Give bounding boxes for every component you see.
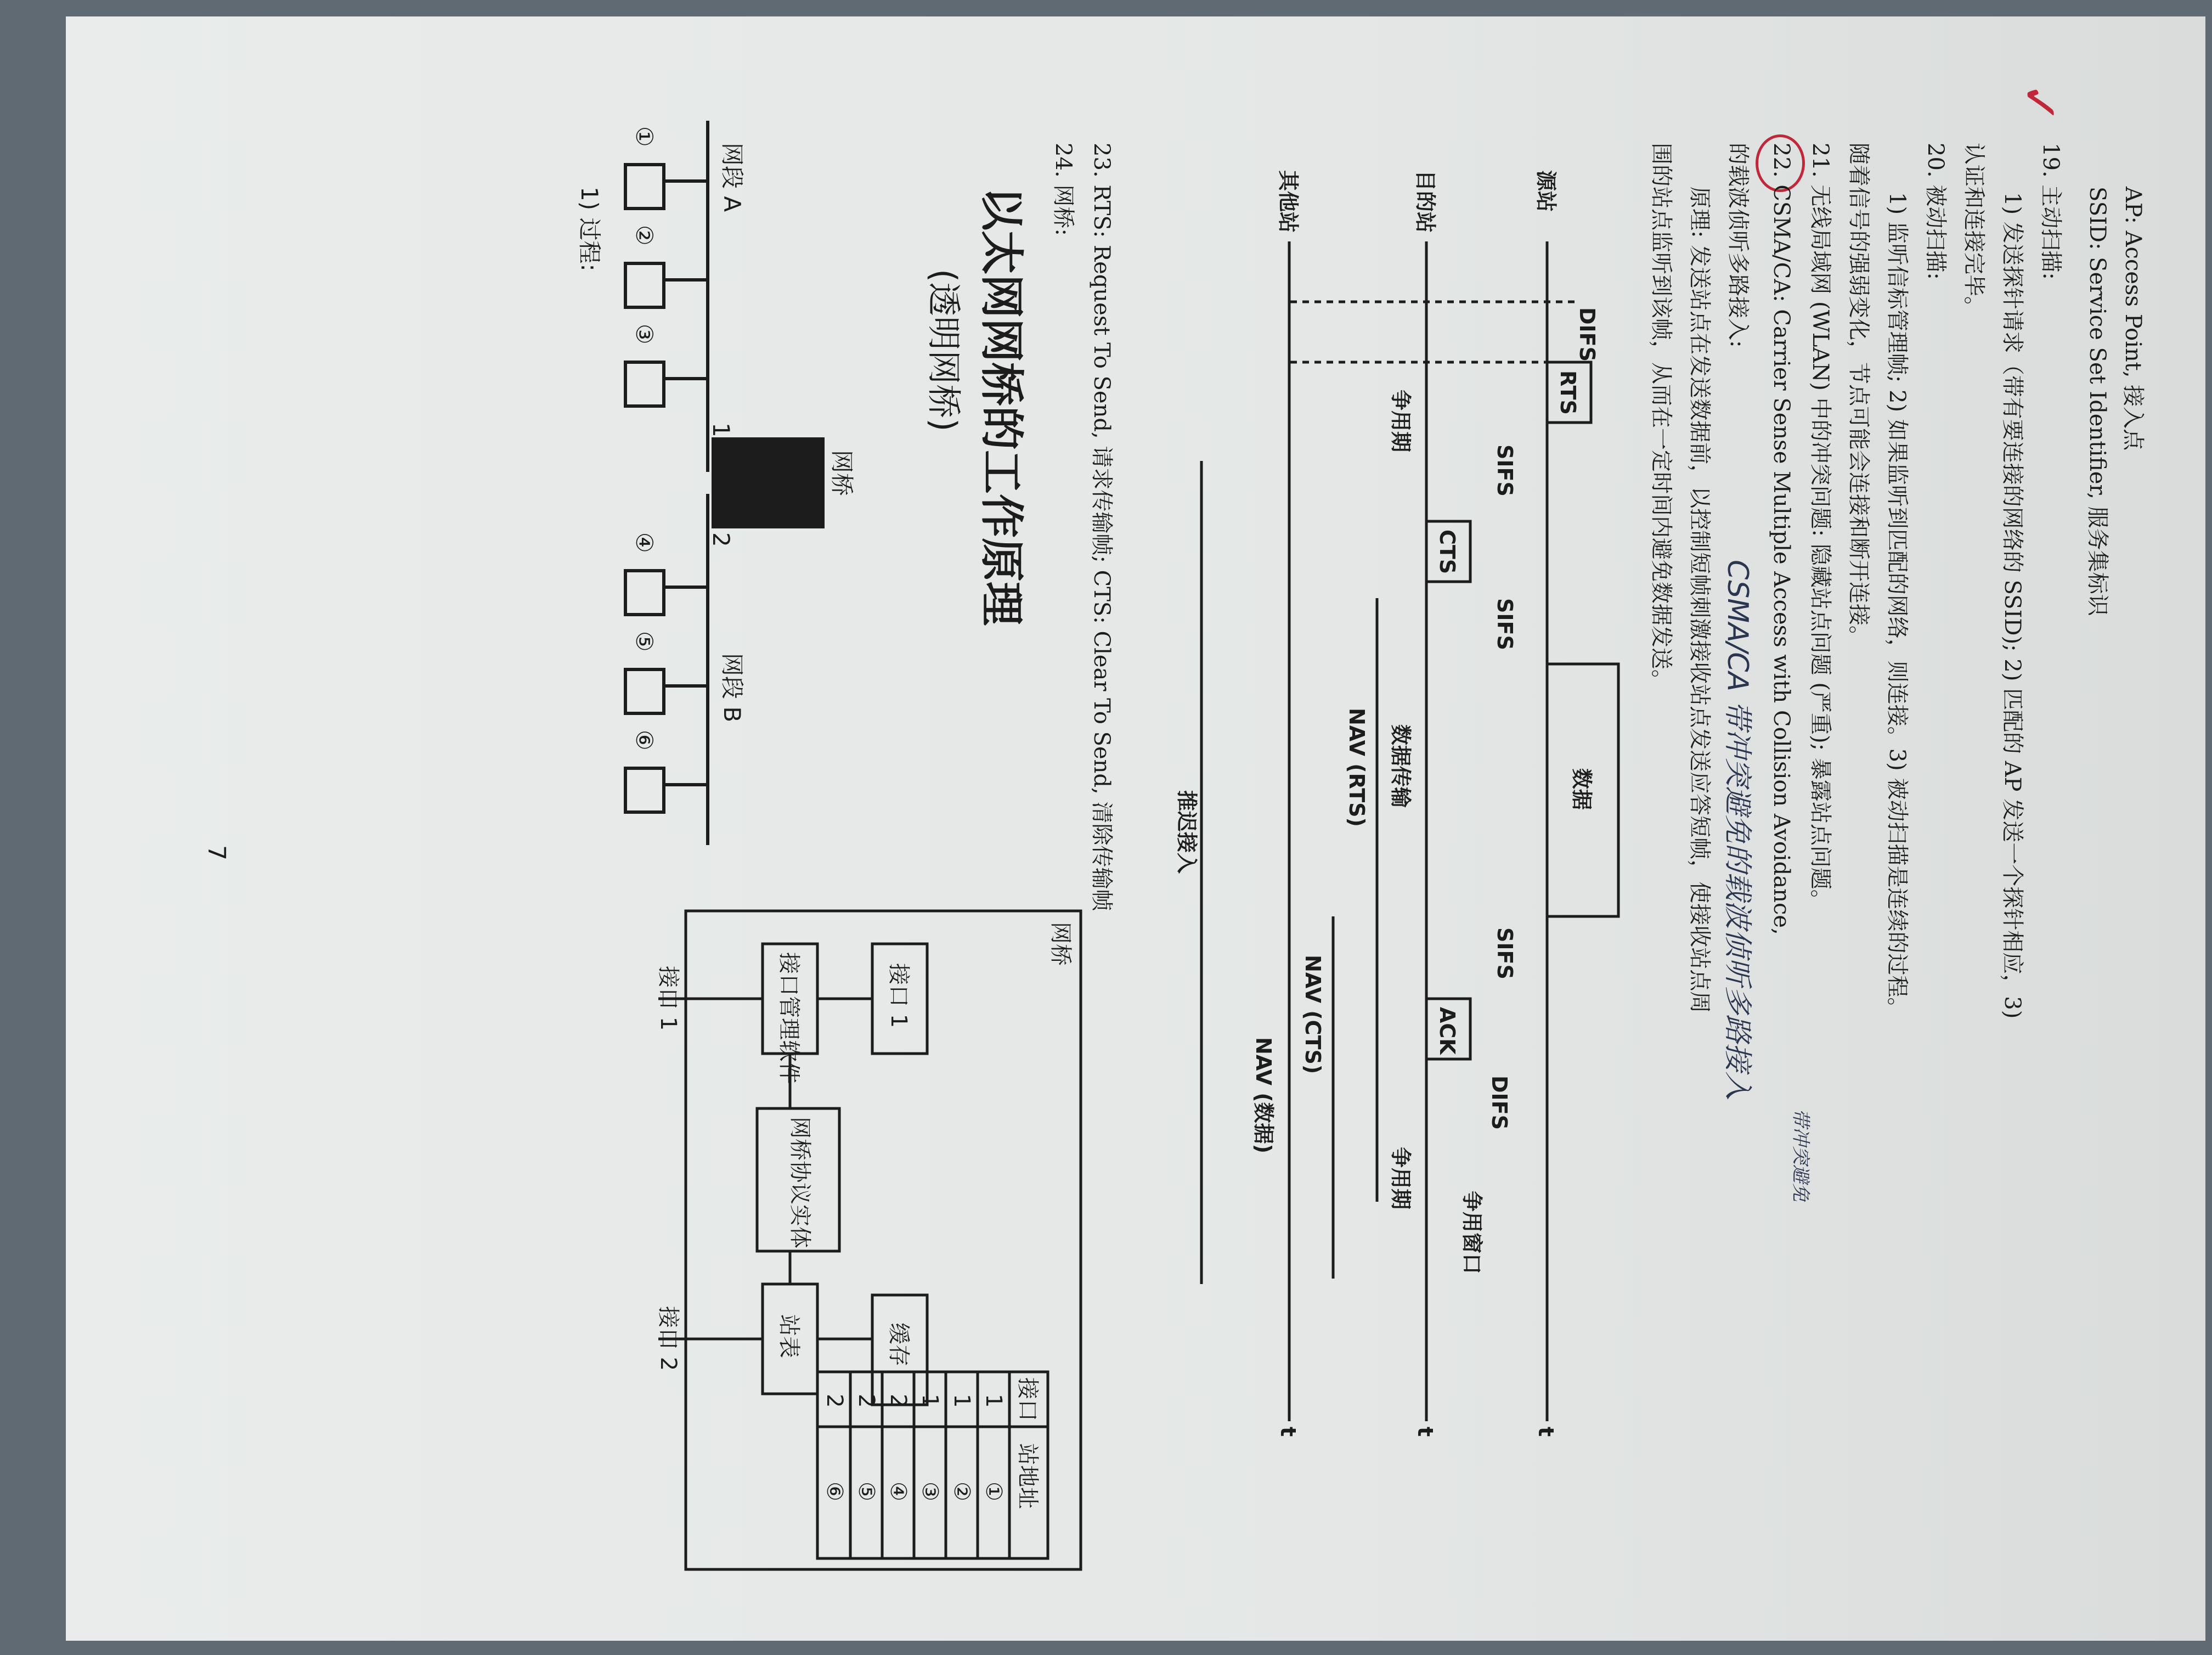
table-addr-6: ⑥ [822,1482,847,1501]
row-source: 源站 [1534,170,1558,212]
port1-output-label: 接口 1 [656,966,681,1031]
label-ack: ACK [1435,1007,1459,1055]
box-title: 网桥 [1048,922,1073,966]
station-table-box: 站表 [776,1314,802,1358]
label-sifs3: SIFS [1493,927,1517,980]
segment-a-label: 网段 A [719,143,746,212]
segment-b-label: 网段 B [719,653,746,723]
line-q22: 22. CSMA/CA: Carrier Sense Multiple Access with Collision Avoidance, [1769,143,1794,935]
station-5: ⑤ [631,631,658,652]
label-t3: t [1276,1427,1300,1437]
line-q22-c: 原理: 发送站点在发送数据前，以控制短帧刺激接收站点发送应答短帧，使接收站点周 [1687,187,1712,1014]
label-cts: CTS [1435,530,1459,575]
line-q22-d: 围的站点监听到该帧，从而在一定时间内避免数据发送。 [1649,143,1674,691]
label-contention2: 争用期 [1389,1147,1413,1210]
table-port-5: 2 [854,1394,879,1408]
line-ssid: SSID: Service Set Identifier, 服务集标识 [2085,187,2110,616]
label-difs1: DIFS [1575,307,1599,362]
station-1: ① [631,126,658,147]
table-addr-2: ② [949,1482,974,1501]
label-contention-period: 争用期 [1389,390,1413,453]
label-sifs1: SIFS [1493,444,1517,497]
handwritten-note: CSMA/CA 带冲突避免的载波侦听多路接入 [1721,560,1754,1100]
bridge-subtitle: (透明网桥) [924,269,964,432]
line-q22-b: 的载波侦听多路接入: [1725,143,1751,348]
station-3: ③ [631,324,658,345]
table-addr-1: ① [981,1482,1006,1501]
label-data-transfer: 数据传输 [1389,724,1413,808]
line-q20-2: 随着信号的强弱变化，节点可能会连接和断开连接。 [1846,143,1871,648]
process-label: 1) 过程: [576,187,603,272]
row-destination: 目的站 [1413,170,1437,233]
table-port-6: 2 [822,1394,847,1408]
handwritten-note-top: 带冲突避免 [1790,1108,1812,1202]
label-contention-window: 争用窗口 [1460,1191,1484,1275]
line-q19: 19. 主动扫描: [2038,143,2063,280]
line-q19-1: 1) 发送探针请求（带有要连接的网络的 SSID); 2) 匹配的 AP 发送一个探针相应，3) [2000,192,2025,1019]
station-2: ② [631,225,658,246]
station-4: ④ [631,532,658,553]
label-nav-data: NAV (数据) [1251,1037,1276,1154]
table-addr-5: ⑤ [854,1482,879,1501]
line-q20: 20. 被动扫描: [1923,143,1948,280]
port2-output-label: 接口 2 [656,1306,681,1371]
label-defer: 推迟接入 [1175,790,1199,874]
line-ap: AP: Access Point, 接入点 [2120,187,2146,451]
port-mgmt-box: 接口管理软件 [776,952,802,1084]
protocol-entity-box: 网桥协议实体 [787,1117,812,1248]
line-q20-1: 1) 监听信标管理帧; 2) 如果监听到匹配的网络，则连接。3) 被动扫描是连续的过程。 [1884,192,1910,1020]
buffer-box: 缓存 [886,1322,911,1366]
table-port-4: 2 [885,1394,911,1408]
bridge-port2-label: 2 [708,532,735,547]
line-q21: 21. 无线局域网 (WLAN) 中的冲突问题: 隐藏站点问题 (严重); 暴露站点问题。 [1808,143,1833,911]
port1-box: 接口 1 [886,963,911,1028]
table-addr-3: ③ [917,1482,943,1501]
label-nav-cts: NAV (CTS) [1301,955,1325,1074]
csma-ca-timing-diagram [1172,159,1640,1476]
document-sheet [66,16,2205,1641]
bridge-device-label: 网桥 [828,450,855,497]
page-number: 7 [202,845,230,860]
line-q19-2: 认证和连接完毕。 [1961,143,1987,318]
bridge-title: 以太网网桥的工作原理 [976,187,1027,626]
station-6: ⑥ [631,730,658,751]
bridge-internal-diagram [651,900,1092,1586]
label-rts: RTS [1556,370,1580,415]
label-sifs2: SIFS [1493,598,1517,650]
rotated-page [148,22,2205,1613]
label-t2: t [1413,1427,1437,1437]
table-port-2: 1 [949,1394,974,1408]
row-other: 其他站 [1276,170,1300,233]
table-port-1: 1 [981,1394,1006,1408]
red-check-mark: ✓ [2011,82,2068,124]
line-q24: 24. 网桥: [1051,143,1076,236]
line-q23: 23. RTS: Request To Send, 请求传输帧; CTS: Clear To Send, 清除传输帧 [1089,143,1114,911]
label-nav-rts: NAV (RTS) [1345,708,1369,827]
table-header-port: 接口 [1015,1377,1040,1421]
bridge-port1-label: 1 [708,423,735,437]
bridge-topology [568,77,927,900]
table-header-address: 站地址 [1015,1443,1040,1509]
label-difs2: DIFS [1487,1076,1511,1130]
table-addr-4: ④ [885,1482,911,1501]
label-data: 数据 [1570,768,1594,810]
table-port-3: 1 [917,1394,943,1408]
label-t1: t [1534,1427,1558,1437]
